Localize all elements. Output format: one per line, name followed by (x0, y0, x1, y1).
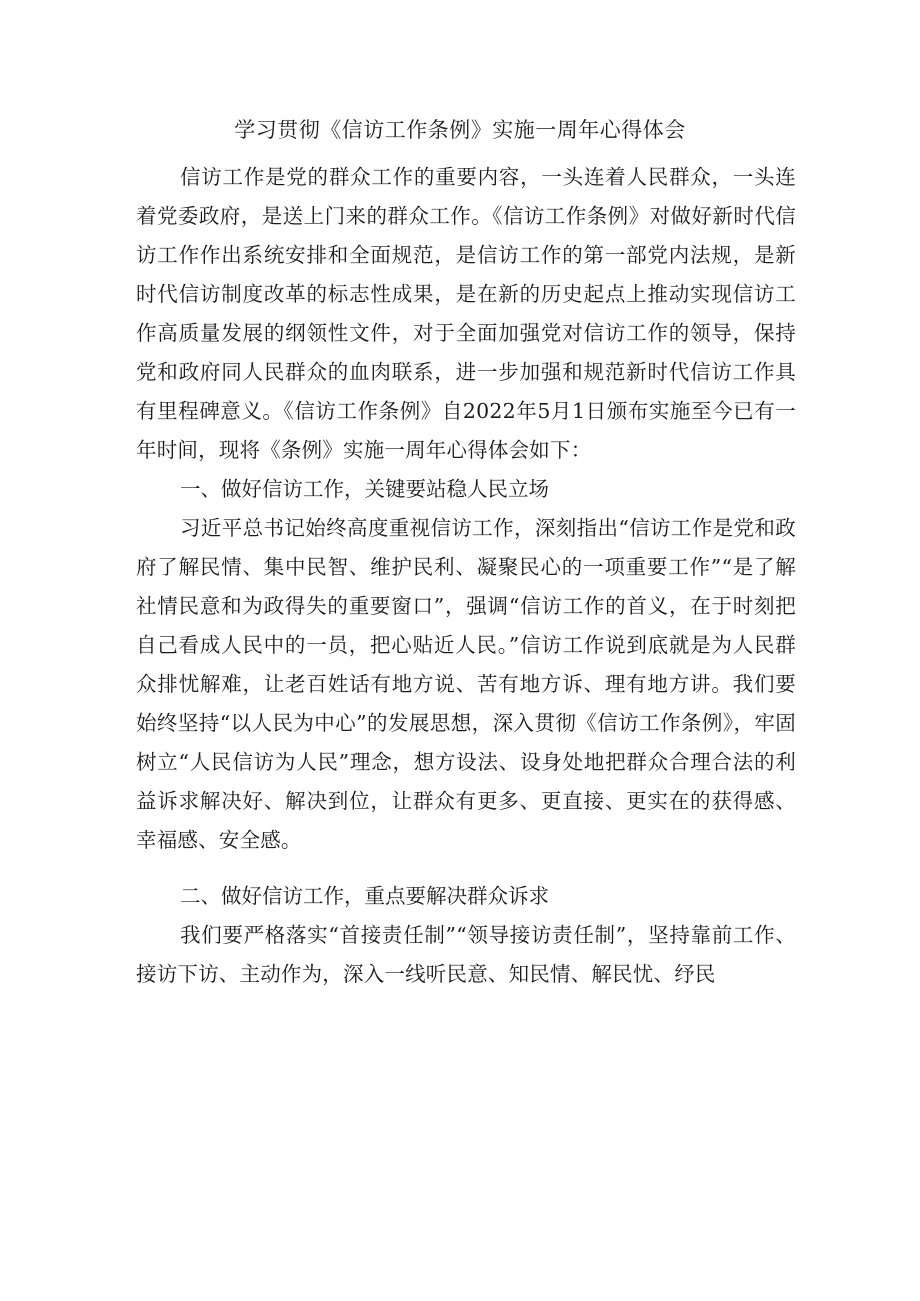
document-body (136, 158, 796, 994)
intro-paragraph: 信访工作是党的群众工作的重要内容，一头连着人民群众，一头连着党委政府，是送上门来的群众工作。《信访工作条例》对做好新时代信访工作作出系统安排和全面规范，是信访工作的第一部党内法规，是新时代信访制度改革的标志性成果，是在新的历史起点上推动实现信访工作高质量发展的纲领性文件，对于全面加强党对信访工作的领导，保持党和政府同人民群众的血肉联系，进一步加强和规范新时代信访工作具有里程碑意义。《信访工作条例》自2022年5月1日颁布实施至今已有一年时间，现将《条例》实施一周年心得体会如下： (136, 165, 796, 462)
section-heading-2: 二、做好信访工作，重点要解决群众诉求 (180, 884, 549, 908)
section-2-paragraph: 我们要严格落实“首接责任制”“领导接访责任制”，坚持靠前工作、接访下访、主动作为，深入一线听民意、知民情、解民忧、纾民 (136, 923, 796, 986)
document-title: 学习贯彻《信访工作条例》实施一周年心得体会 (234, 118, 686, 142)
section-1-paragraph: 习近平总书记始终高度重视信访工作，深刻指出“信访工作是党和政府了解民情、集中民智、维护民利、凝聚民心的一项重要工作”“是了解社情民意和为政得失的重要窗口”，强调“信访工作的首义，在于时刻把自己看成人民中的一员，把心贴近人民。”信访工作说到底就是为人民群众排忧解难，让老百姓话有地方说、苦有地方诉、理有地方讲。我们要始终坚持“以人民为中心”的发展思想，深入贯彻《信访工作条例》，牢固树立“人民信访为人民”理念，想方设法、设身处地把群众合理合法的利益诉求解决好、解决到位，让群众有更多、更直接、更实在的获得感、幸福感、安全感。 (136, 516, 796, 852)
section-heading-1: 一、做好信访工作，关键要站稳人民立场 (180, 477, 549, 501)
